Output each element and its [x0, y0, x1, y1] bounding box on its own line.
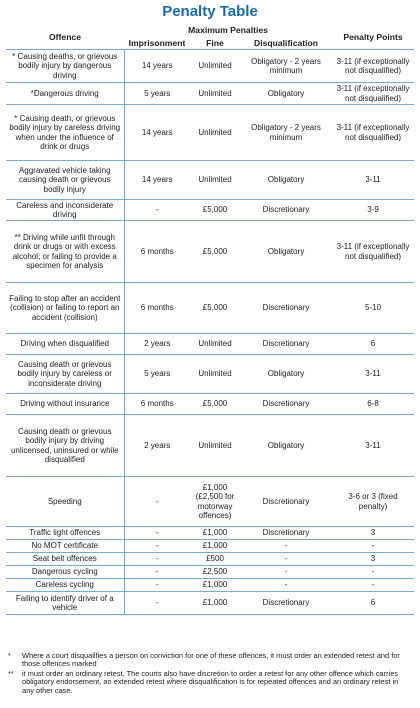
- imprisonment-cell: 2 years: [124, 415, 190, 477]
- imprisonment-cell: 14 years: [124, 50, 190, 83]
- disqualification-cell: Obligatory: [240, 161, 332, 200]
- fine-cell: Unlimited: [190, 105, 240, 161]
- header-penalty-points: Penalty Points: [343, 31, 403, 42]
- disqualification-cell: Discretionary: [240, 283, 332, 334]
- fine-cell: £1,000: [190, 592, 240, 615]
- penalty-points-cell: 6: [332, 592, 414, 615]
- table-row: [6, 540, 414, 553]
- footnote-text: Where a court disqualifies a person on conviction for one of these offences, it must order an extended retest and for those offences marked: [22, 651, 400, 669]
- table-row: [6, 592, 414, 615]
- fine-cell: Unlimited: [190, 334, 240, 355]
- fine-cell: £5,000: [190, 394, 240, 415]
- offence-cell: Causing death or grievous bodily injury by driving unlicensed, uninsured or while disqualified: [6, 415, 124, 477]
- disqualification-cell: -: [240, 553, 332, 566]
- table-row: [6, 50, 414, 83]
- imprisonment-cell: 14 years: [124, 105, 190, 161]
- footnote-marker: **: [8, 669, 14, 678]
- penalty-points-cell: 3-11: [332, 355, 414, 394]
- imprisonment-cell: 5 years: [124, 83, 190, 105]
- imprisonment-cell: 2 years: [124, 334, 190, 355]
- imprisonment-cell: -: [124, 579, 190, 592]
- penalty-table-body: [6, 50, 414, 615]
- fine-cell: Unlimited: [190, 83, 240, 105]
- imprisonment-cell: 5 years: [124, 355, 190, 394]
- disqualification-cell: Discretionary: [240, 334, 332, 355]
- penalty-points-cell: 3-6 or 3 (fixed penalty): [332, 477, 414, 527]
- disqualification-cell: -: [240, 566, 332, 579]
- penalty-table: [6, 24, 414, 615]
- table-row: [6, 477, 414, 527]
- disqualification-cell: Obligatory - 2 years minimum: [240, 105, 332, 161]
- page-title: Penalty Table: [162, 3, 258, 20]
- fine-cell: Unlimited: [190, 161, 240, 200]
- table-row: [6, 161, 414, 200]
- fine-cell: £2,500: [190, 566, 240, 579]
- table-row: [6, 83, 414, 105]
- disqualification-cell: -: [240, 540, 332, 553]
- disqualification-cell: Discretionary: [240, 527, 332, 540]
- offence-cell: Failing to identify driver of a vehicle: [6, 592, 124, 615]
- fine-cell: £5,000: [190, 200, 240, 221]
- disqualification-cell: -: [240, 579, 332, 592]
- penalty-points-cell: 3: [332, 527, 414, 540]
- table-row: [6, 221, 414, 283]
- footnote-2: [8, 670, 412, 695]
- disqualification-cell: Obligatory: [240, 83, 332, 105]
- table-row: [6, 283, 414, 334]
- disqualification-cell: Discretionary: [240, 592, 332, 615]
- penalty-points-cell: 6: [332, 334, 414, 355]
- fine-cell: £1,000: [190, 527, 240, 540]
- fine-cell: Unlimited: [190, 50, 240, 83]
- imprisonment-cell: 6 months: [124, 221, 190, 283]
- offence-cell: Speeding: [6, 477, 124, 527]
- fine-cell: £5,000: [190, 283, 240, 334]
- fine-cell: Unlimited: [190, 355, 240, 394]
- footnote-text: it must order an ordinary retest. The courts also have discretion to order a retest for any other offence which carries obligatory endorsement, an extended retest where disqualification is for repeated offences and an ordinary retest in any other case.: [22, 669, 399, 695]
- penalty-points-cell: 3-11 (if exceptionally not disqualified): [332, 50, 414, 83]
- header-disqualification: Disqualification: [254, 37, 318, 48]
- imprisonment-cell: -: [124, 477, 190, 527]
- disqualification-cell: Discretionary: [240, 200, 332, 221]
- penalty-points-cell: -: [332, 540, 414, 553]
- disqualification-cell: Obligatory: [240, 221, 332, 283]
- offence-cell: No MOT certificate: [6, 540, 124, 553]
- header-offence: Offence: [49, 31, 81, 42]
- penalty-points-cell: 3-11 (if exceptionally not disqualified): [332, 221, 414, 283]
- penalty-points-cell: 3: [332, 553, 414, 566]
- disqualification-cell: Obligatory: [240, 355, 332, 394]
- imprisonment-cell: -: [124, 540, 190, 553]
- table-row: [6, 415, 414, 477]
- header-fine: Fine: [206, 37, 224, 48]
- offence-cell: Careless and inconsiderate driving: [6, 200, 124, 221]
- imprisonment-cell: 14 years: [124, 161, 190, 200]
- disqualification-cell: Obligatory: [240, 415, 332, 477]
- penalty-points-cell: 3-11: [332, 161, 414, 200]
- offence-cell: Seat belt offences: [6, 553, 124, 566]
- table-row: [6, 355, 414, 394]
- penalty-points-cell: -: [332, 566, 414, 579]
- fine-cell: £1,000 (£2,500 for motorway offences): [190, 477, 240, 527]
- disqualification-cell: Discretionary: [240, 477, 332, 527]
- disqualification-cell: Discretionary: [240, 394, 332, 415]
- penalty-points-cell: -: [332, 579, 414, 592]
- footnote-marker: *: [8, 651, 11, 660]
- offence-cell: *Dangerous driving: [6, 83, 124, 105]
- fine-cell: £1,000: [190, 579, 240, 592]
- imprisonment-cell: -: [124, 553, 190, 566]
- disqualification-cell: Obligatory - 2 years minimum: [240, 50, 332, 83]
- header-max-penalties: Maximum Penalties: [188, 25, 268, 35]
- penalty-points-cell: 5-10: [332, 283, 414, 334]
- imprisonment-cell: -: [124, 566, 190, 579]
- offence-cell: Causing death or grievous bodily injury by careless or inconsiderate driving: [6, 355, 124, 394]
- offence-cell: * Causing deaths, or grievous bodily injury by dangerous driving: [6, 50, 124, 83]
- table-row: [6, 334, 414, 355]
- imprisonment-cell: -: [124, 527, 190, 540]
- penalty-points-cell: 6-8: [332, 394, 414, 415]
- table-row: [6, 200, 414, 221]
- offence-cell: Traffic light offences: [6, 527, 124, 540]
- header-imprisonment: Imprisonment: [128, 37, 186, 48]
- table-row: [6, 553, 414, 566]
- footnote-1: [8, 652, 412, 669]
- offence-cell: Failing to stop after an accident (collision) or failing to report an accident (collision): [6, 283, 124, 334]
- offence-cell: Driving without insurance: [6, 394, 124, 415]
- penalty-points-cell: 3-11: [332, 415, 414, 477]
- fine-cell: £5,000: [190, 221, 240, 283]
- offence-cell: Driving when disqualified: [6, 334, 124, 355]
- imprisonment-cell: 6 months: [124, 283, 190, 334]
- table-row: [6, 394, 414, 415]
- penalty-points-cell: 3-9: [332, 200, 414, 221]
- offence-cell: Careless cycling: [6, 579, 124, 592]
- table-row: [6, 579, 414, 592]
- fine-cell: Unlimited: [190, 415, 240, 477]
- imprisonment-cell: -: [124, 200, 190, 221]
- penalty-points-cell: 3-11 (if exceptionally not disqualified): [332, 105, 414, 161]
- table-row: [6, 566, 414, 579]
- fine-cell: £500: [190, 553, 240, 566]
- offence-cell: Dangerous cycling: [6, 566, 124, 579]
- penalty-points-cell: 3-11 (if exceptionally not disqualified): [332, 83, 414, 105]
- imprisonment-cell: 6 months: [124, 394, 190, 415]
- table-row: [6, 105, 414, 161]
- offence-cell: * Causing death, or grievous bodily injury by careless driving when under the influence of drink or drugs: [6, 105, 124, 161]
- imprisonment-cell: -: [124, 592, 190, 615]
- fine-cell: £1,000: [190, 540, 240, 553]
- table-row: [6, 527, 414, 540]
- offence-cell: ** Driving while unfit through drink or drugs or with excess alcohol; or failing to provide a specimen for analysis: [6, 221, 124, 283]
- offence-cell: Aggravated vehicle taking causing death or grievous bodily injury: [6, 161, 124, 200]
